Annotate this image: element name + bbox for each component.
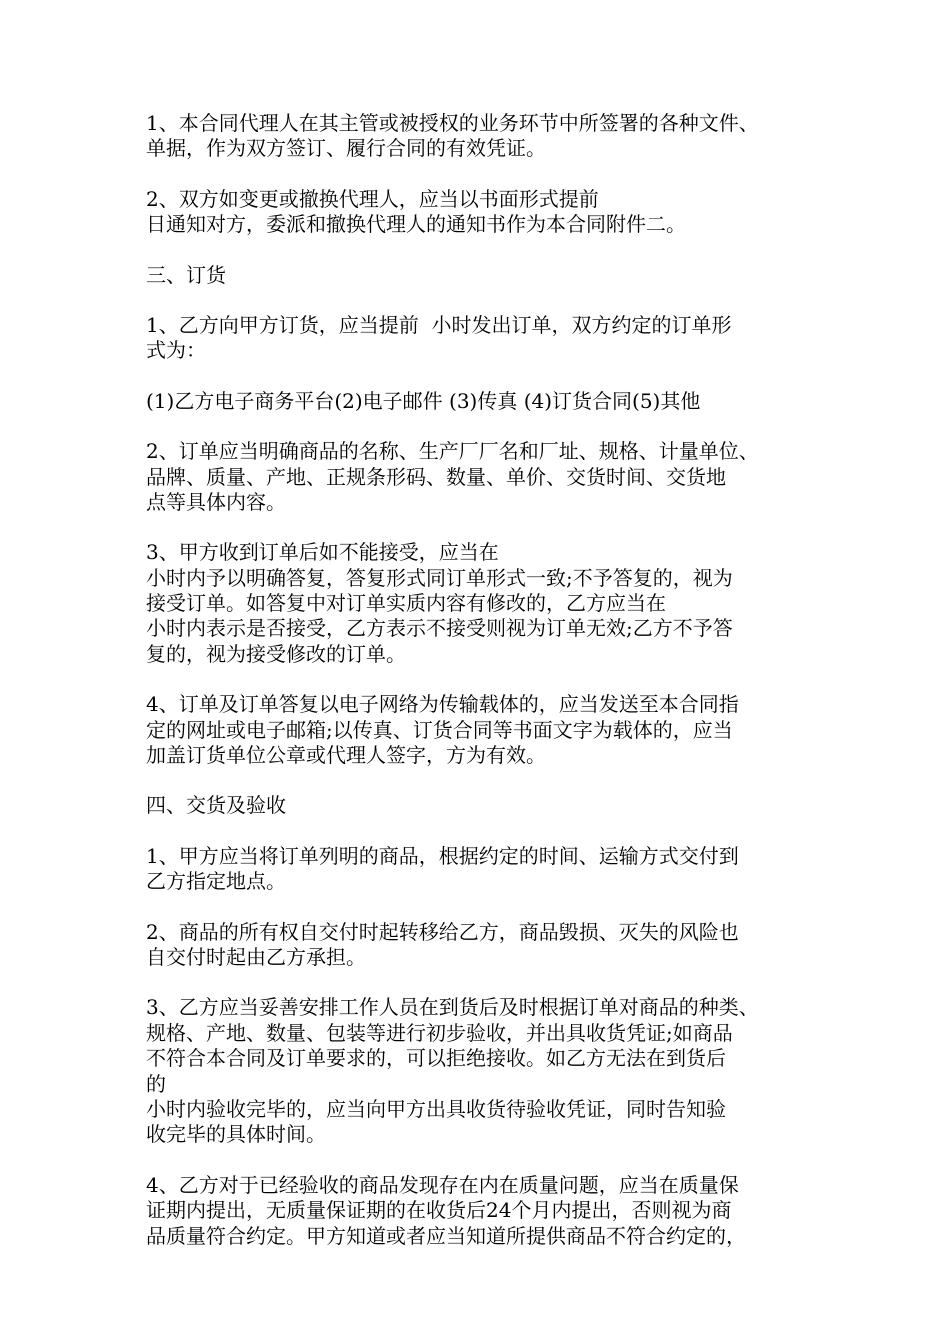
paragraph (146, 263, 814, 288)
text-line: 2、双方如变更或撤换代理人，应当以书面形式提前 (146, 186, 599, 211)
text-line: 2、商品的所有权自交付时起转移给乙方，商品毁损、灭失的风险也 (146, 919, 739, 944)
text-line: 定的网址或电子邮箱;以传真、订货合同等书面文字为载体的，应当 (146, 717, 733, 742)
text-line: 小时内予以明确答复，答复形式同订单形式一致;不予答复的，视为 (146, 565, 733, 590)
text-line: 小时内表示是否接受，乙方表示不接受则视为订单无效;乙方不予答 (146, 616, 733, 641)
text-line: 小时内验收完毕的，应当向甲方出具收货待验收凭证，同时告知验 (146, 1096, 726, 1121)
text-line: 式为： (146, 338, 206, 363)
text-line: 三、订货 (146, 262, 226, 287)
text-line: 4、乙方对于已经验收的商品发现存在内在质量问题，应当在质量保 (146, 1172, 739, 1197)
text-line: 4、订单及订单答复以电子网络为传输载体的，应当发送至本合同指 (146, 692, 739, 717)
text-line: (1)乙方电子商务平台(2)电子邮件 (3)传真 (4)订货合同(5)其他 (146, 388, 701, 413)
text-line: 日通知对方，委派和撤换代理人的通知书作为本合同附件二。 (146, 212, 686, 237)
text-line: 收完毕的具体时间。 (146, 1122, 326, 1147)
text-line: 乙方指定地点。 (146, 869, 286, 894)
paragraph (146, 439, 814, 515)
text-line: 自交付时起由乙方承担。 (146, 944, 366, 969)
text-line: 单据，作为双方签订、履行合同的有效凭证。 (146, 136, 546, 161)
paragraph (146, 692, 814, 768)
paragraph (146, 187, 814, 238)
text-line: 复的，视为接受修改的订单。 (146, 641, 406, 666)
text-line: 1、甲方应当将订单列明的商品，根据约定的时间、运输方式交付到 (146, 843, 739, 868)
text-line: 3、乙方应当妥善安排工作人员在到货后及时根据订单对商品的种类、 (146, 995, 759, 1020)
text-line: 3、甲方收到订单后如不能接受，应当在 (146, 540, 499, 565)
text-line: 的 (146, 1071, 166, 1096)
paragraph (146, 995, 814, 1147)
text-line: 1、本合同代理人在其主管或被授权的业务环节中所签署的各种文件、 (146, 111, 759, 135)
text-line: 1、乙方向甲方订货，应当提前 小时发出订单，双方约定的订单形 (146, 312, 732, 337)
text-line: 规格、产地、数量、包装等进行初步验收，并出具收货凭证;如商品 (146, 1020, 733, 1045)
paragraph (146, 313, 814, 364)
text-line: 品牌、质量、产地、正规条形码、数量、单价、交货时间、交货地 (146, 464, 726, 489)
paragraph (146, 540, 814, 667)
text-line: 接受订单。如答复中对订单实质内容有修改的，乙方应当在 (146, 591, 666, 616)
paragraph (146, 111, 814, 162)
text-line: 四、交货及验收 (146, 793, 286, 818)
text-line: 证期内提出，无质量保证期的在收货后24个月内提出，否则视为商 (146, 1198, 732, 1223)
paragraph (146, 920, 814, 971)
text-line: 2、订单应当明确商品的名称、生产厂厂名和厂址、规格、计量单位、 (146, 439, 759, 464)
paragraph (146, 844, 814, 895)
contract-body (146, 111, 814, 1274)
text-line: 点等具体内容。 (146, 489, 286, 514)
paragraph (146, 389, 814, 414)
text-line: 品质量符合约定。甲方知道或者应当知道所提供商品不符合约定的， (146, 1223, 746, 1248)
text-line: 不符合本合同及订单要求的，可以拒绝接收。如乙方无法在到货后 (146, 1046, 726, 1071)
text-line: 加盖订货单位公章或代理人签字，方为有效。 (146, 743, 546, 768)
paragraph (146, 793, 814, 818)
paragraph (146, 1173, 814, 1249)
